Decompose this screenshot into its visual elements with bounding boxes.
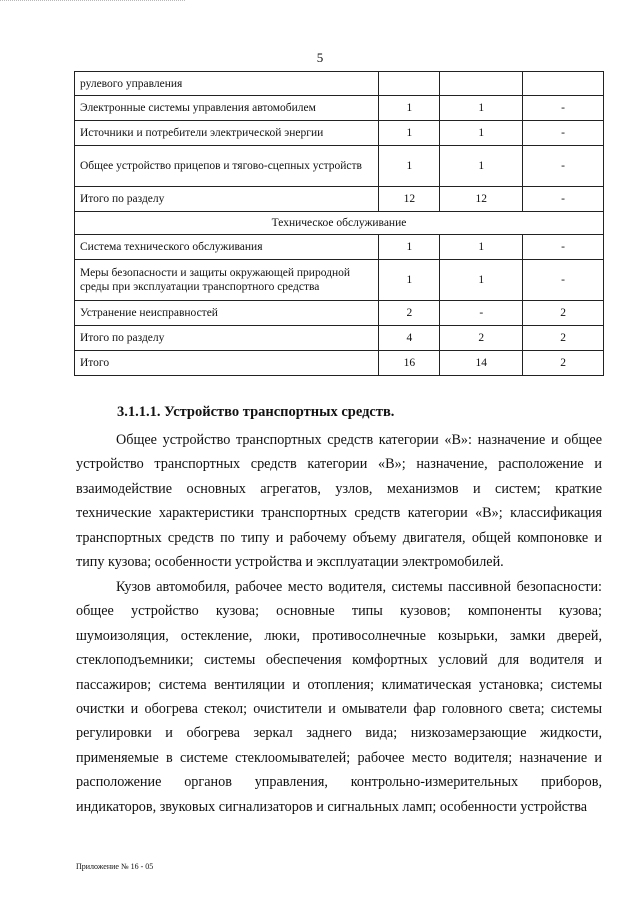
table-cell-practice: 2 xyxy=(523,326,604,351)
table-cell-name: Итого по разделу xyxy=(75,187,379,212)
paragraph-text: Общее устройство транспортных средств категории «В»: назначение и общее устройство транспортных средств категории «В»; назначение, расположение и взаимодействие основных агрегатов, узлов, механизмов и систем; краткие технические характеристики транспортных средств категории «В»; классификация транспортных средств по типу и рабочему объему двигателя, общей компоновке и типу кузова; особенности устройства и эксплуатации электромобилей. xyxy=(76,432,602,571)
hours-table xyxy=(74,71,604,376)
table-cell-total: 1 xyxy=(379,235,440,260)
table-row xyxy=(75,72,604,96)
table-cell-theory: 1 xyxy=(440,121,523,146)
table-cell-theory: - xyxy=(440,301,523,326)
table-cell-practice: 2 xyxy=(523,351,604,376)
table-section-row xyxy=(75,212,604,235)
table-cell-total: 1 xyxy=(379,260,440,301)
page-number: 5 xyxy=(316,50,324,65)
table-cell-total: 2 xyxy=(379,301,440,326)
table-cell-theory xyxy=(440,72,523,96)
table-cell-practice: - xyxy=(523,260,604,301)
table-row xyxy=(75,187,604,212)
body-paragraph xyxy=(76,428,602,574)
table-row xyxy=(75,121,604,146)
table-cell-theory: 1 xyxy=(440,260,523,301)
page-footer: Приложение № 16 - 05 xyxy=(76,862,154,871)
table-row xyxy=(75,96,604,121)
table-cell-practice: - xyxy=(523,121,604,146)
table-cell-practice: - xyxy=(523,235,604,260)
table-row xyxy=(75,235,604,260)
table-cell-total: 4 xyxy=(379,326,440,351)
table-cell-total: 16 xyxy=(379,351,440,376)
table-row xyxy=(75,301,604,326)
table-section-title: Техническое обслуживание xyxy=(75,212,604,235)
table-cell-total: 1 xyxy=(379,96,440,121)
table-cell-practice: - xyxy=(523,187,604,212)
table-cell-name: Электронные системы управления автомобилем xyxy=(75,96,379,121)
table-cell-name: Источники и потребители электрической энергии xyxy=(75,121,379,146)
table-cell-total: 12 xyxy=(379,187,440,212)
table-cell-theory: 1 xyxy=(440,96,523,121)
table-cell-name: Система технического обслуживания xyxy=(75,235,379,260)
table-cell-name: Итого по разделу xyxy=(75,326,379,351)
table-cell-practice xyxy=(523,72,604,96)
table-cell-name: Меры безопасности и защиты окружающей природной среды при эксплуатации транспортного средства xyxy=(75,260,379,301)
table-cell-total xyxy=(379,72,440,96)
table-row xyxy=(75,351,604,376)
table-cell-theory: 12 xyxy=(440,187,523,212)
table-cell-name: Общее устройство прицепов и тягово-сцепных устройств xyxy=(75,146,379,187)
table-row xyxy=(75,146,604,187)
table-cell-name: Устранение неисправностей xyxy=(75,301,379,326)
table-row xyxy=(75,260,604,301)
table-cell-theory: 1 xyxy=(440,146,523,187)
body-paragraph xyxy=(76,575,602,819)
section-heading: 3.1.1.1. Устройство транспортных средств. xyxy=(117,404,395,420)
table-cell-total: 1 xyxy=(379,121,440,146)
table-cell-theory: 1 xyxy=(440,235,523,260)
table-cell-theory: 2 xyxy=(440,326,523,351)
table-cell-total: 1 xyxy=(379,146,440,187)
paragraph-text: Кузов автомобиля, рабочее место водителя, системы пассивной безопасности: общее устройство кузова; основные типы кузовов; компоненты кузова; шумоизоляция, остекление, люки, противосолнечные козырьки, замки дверей, стеклоподъемники; системы обеспечения комфортных условий для водителя и пассажиров; система вентиляции и отопления; климатическая установка; системы очистки и обогрева стекол; очистители и омыватели фар головного света; системы регулировки и обогрева зеркал заднего вида; низкозамерзающие жидкости, применяемые в системе стеклоомывателей; рабочее место водителя; назначение и расположение органов управления, контрольно-измерительных приборов, индикаторов, звуковых сигнализаторов и сигнальных ламп; особенности устройства xyxy=(76,579,602,815)
table-cell-practice: 2 xyxy=(523,301,604,326)
table-cell-name: рулевого управления xyxy=(75,72,379,96)
table-cell-practice: - xyxy=(523,96,604,121)
table-row xyxy=(75,326,604,351)
top-dotted-line xyxy=(0,0,185,1)
table-cell-theory: 14 xyxy=(440,351,523,376)
table-cell-practice: - xyxy=(523,146,604,187)
table-cell-name: Итого xyxy=(75,351,379,376)
